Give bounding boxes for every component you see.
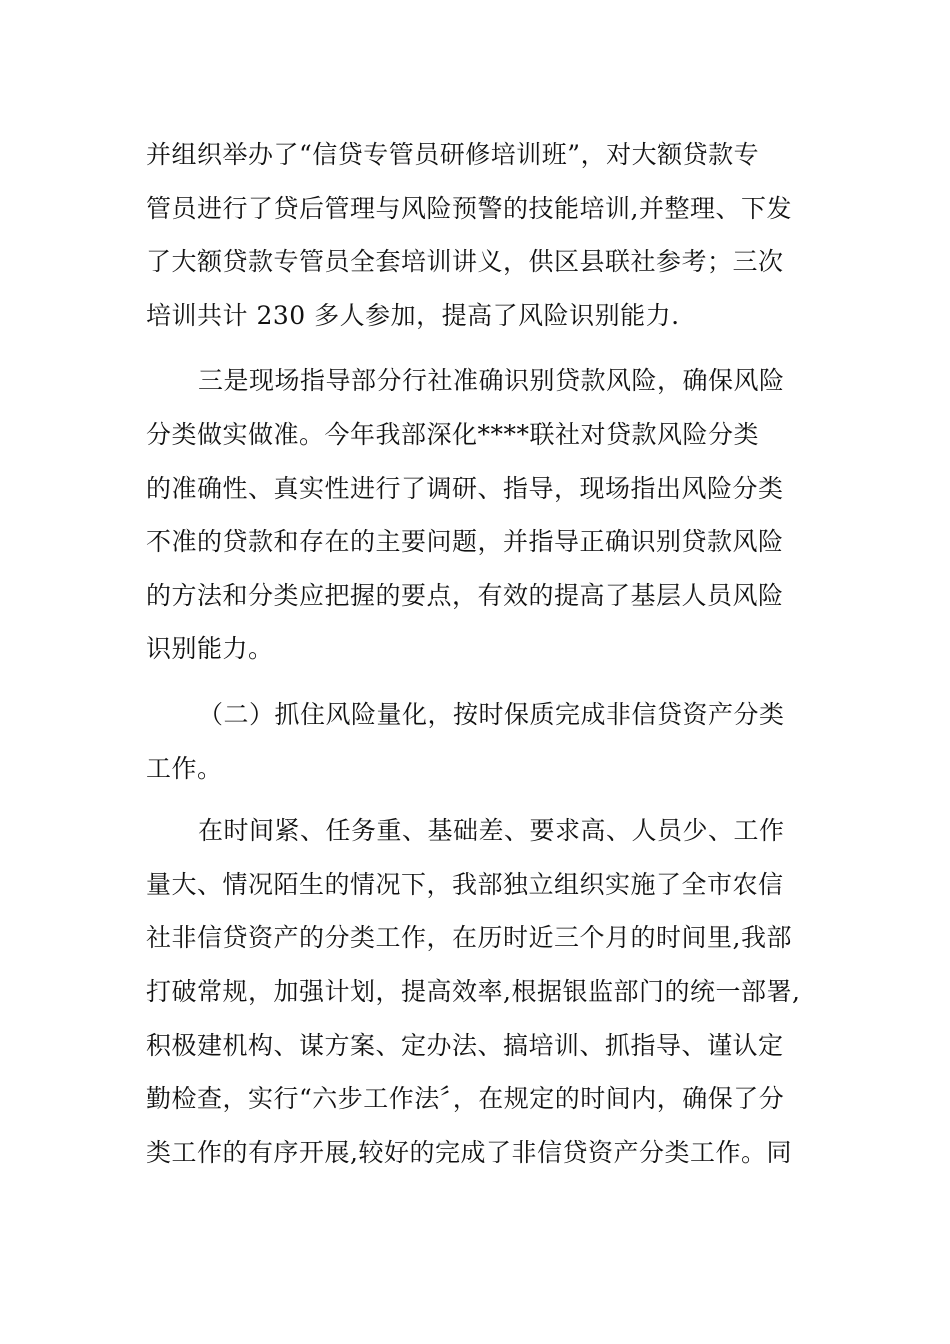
text-line: 积极建机构、谋方案、定办法、搞培训、抓指导、谨认定 <box>146 1030 784 1060</box>
text-line: 培训共计 230 多人参加，提高了风险识别能力. <box>146 300 680 330</box>
paragraph-4 <box>146 804 808 1179</box>
heading-line: 工作。 <box>146 753 223 783</box>
text-line: 管员进行了贷后管理与风险预警的技能培训,并整理、下发 <box>146 193 792 223</box>
heading-line: （二）抓住风险量化，按时保质完成非信贷资产分类 <box>198 699 785 729</box>
text-line: 类工作的有序开展,较好的完成了非信贷资产分类工作。同 <box>146 1137 792 1167</box>
text-line: 在时间紧、任务重、基础差、要求高、人员少、工作 <box>198 816 785 846</box>
text-line: 的方法和分类应把握的要点，有效的提高了基层人员风险 <box>146 580 784 610</box>
text-line: 的准确性、真实性进行了调研、指导，现场指出风险分类 <box>146 473 784 503</box>
paragraph-2 <box>146 354 808 676</box>
text-line: 三是现场指导部分行社准确识别贷款风险，确保风险 <box>198 366 785 396</box>
text-line: 了大额贷款专管员全套培训讲义，供区县联社参考；三次 <box>146 247 784 277</box>
paragraph-gap <box>146 342 808 354</box>
paragraph-gap <box>146 676 808 688</box>
text-line: 并组织举办了“信贷专管员研修培训班”，对大额贷款专 <box>146 140 760 169</box>
section-heading <box>146 688 808 795</box>
paragraph-gap <box>146 795 808 804</box>
text-line: 不准的贷款和存在的主要问题，并指导正确识别贷款风险 <box>146 527 784 557</box>
text-line: 识别能力。 <box>146 634 274 664</box>
text-line: 勤检查，实行“六步工作法〞，在规定的时间内，确保了分 <box>146 1084 785 1114</box>
text-line: 社非信贷资产的分类工作，在历时近三个月的时间里,我部 <box>146 923 792 953</box>
text-line: 量大、情况陌生的情况下，我部独立组织实施了全市农信 <box>146 869 784 899</box>
text-line: 打破常规，加强计划，提高效率,根据银监部门的统一部署, <box>146 976 801 1006</box>
text-line: 分类做实做准。今年我部深化****联社对贷款风险分类 <box>146 419 760 449</box>
document-body <box>146 128 808 1179</box>
paragraph-1 <box>146 128 808 342</box>
